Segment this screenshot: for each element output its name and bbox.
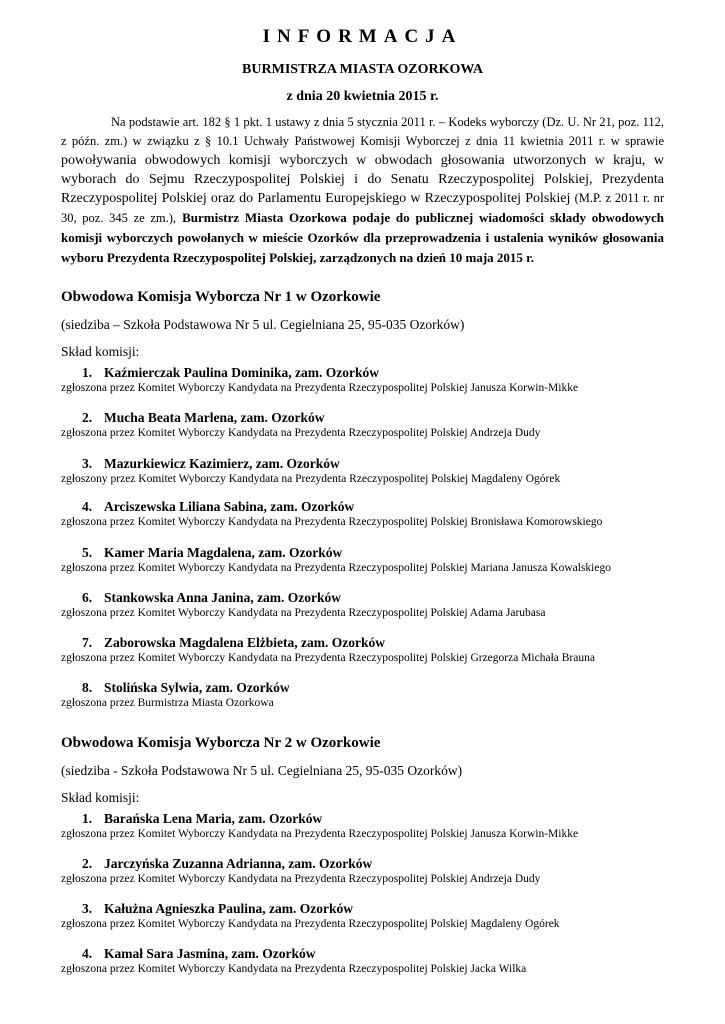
- intro-announcement: Burmistrz Miasta Ozorkowa podaje do publicznej wiadomości składy obwodowych komisji wyborczych powołanych w mieście Ozorków dla przeprowadzenia i ustalenia wyników głosowania wyboru Prezydenta Rzeczypospolitej Polskiej, zarządzonych na dzień 10 maja 2015 r.: [61, 210, 665, 265]
- member-nomination: zgłoszona przez Komitet Wyborczy Kandydata na Prezydenta Rzeczypospolitej Polskiej Bronisława Komorowskiego: [61, 516, 603, 528]
- member-number: 5.: [82, 545, 93, 560]
- member-name: Stankowska Anna Janina, zam. Ozorków: [104, 590, 342, 605]
- member-nomination: zgłoszona przez Komitet Wyborczy Kandydata na Prezydenta Rzeczypospolitej Polskiej Jacka Wilka: [61, 963, 527, 975]
- member-name: Zaborowska Magdalena Elżbieta, zam. Ozorków: [104, 635, 385, 650]
- member-name: Kaźmierczak Paulina Dominika, zam. Ozorków: [104, 365, 379, 380]
- member-number: 7.: [82, 635, 93, 650]
- member-nomination: zgłoszona przez Komitet Wyborczy Kandydata na Prezydenta Rzeczypospolitej Polskiej Grzegorza Michała Brauna: [61, 652, 595, 664]
- commission-1-composition-label: Skład komisji:: [61, 344, 140, 359]
- intro-legal-basis: Na podstawie art. 182 § 1 pkt. 1 ustawy z dnia 5 stycznia 2011 r. – Kodeks wyborczy (Dz. U. Nr 21, poz. 112, z późn. zm.) w związku z § 10.1 Uchwały Państwowej Komisji Wyborczej z dnia 11 kwietnia 2011 r. w sprawie: [61, 115, 664, 148]
- member-number: 3.: [82, 456, 93, 471]
- member-number: 3.: [82, 901, 93, 916]
- member-number: 6.: [82, 590, 93, 605]
- member-name: Barańska Lena Maria, zam. Ozorków: [104, 811, 323, 826]
- commission-2-title: Obwodowa Komisja Wyborcza Nr 2 w Ozorkowie: [61, 735, 381, 751]
- member-nomination: zgłoszony przez Komitet Wyborczy Kandydata na Prezydenta Rzeczypospolitej Polskiej Magdaleny Ogórek: [61, 473, 561, 485]
- member-nomination: zgłoszona przez Komitet Wyborczy Kandydata na Prezydenta Rzeczypospolitej Polskiej Andrzeja Dudy: [61, 427, 541, 439]
- member-number: 2.: [82, 410, 93, 425]
- intro-citation: (M.P. z 2011 r. nr 30, poz. 345 ze zm.),: [61, 191, 664, 225]
- member-nomination: zgłoszona przez Komitet Wyborczy Kandydata na Prezydenta Rzeczypospolitej Polskiej Adama Jarubasa: [61, 607, 546, 619]
- member-name: Kamer Maria Magdalena, zam. Ozorków: [104, 545, 343, 560]
- intro-scope: powoływania obwodowych komisji wyborczych w obwodach głosowania utworzonych w kraju, w wyborach do Sejmu Rzeczypospolitej Polskiej i do Senatu Rzeczypospolitej Polskiej, Prezydenta Rzeczypospolitej Polskiej oraz do Parlamentu Europejskiego w Rzeczypospolitej Polskiej: [61, 153, 664, 206]
- document-title: INFORMACJA: [262, 26, 463, 47]
- member-nomination: zgłoszona przez Burmistrza Miasta Ozorkowa: [61, 697, 274, 709]
- member-nomination: zgłoszona przez Komitet Wyborczy Kandydata na Prezydenta Rzeczypospolitej Polskiej Janusza Korwin-Mikke: [61, 382, 579, 394]
- member-name: Mucha Beata Marlena, zam. Ozorków: [104, 410, 325, 425]
- member-name: Mazurkiewicz Kazimierz, zam. Ozorków: [104, 456, 340, 471]
- member-number: 8.: [82, 680, 93, 695]
- member-number: 4.: [82, 499, 93, 514]
- member-nomination: zgłoszona przez Komitet Wyborczy Kandydata na Prezydenta Rzeczypospolitej Polskiej Magdaleny Ogórek: [61, 918, 560, 930]
- document-subtitle: BURMISTRZA MIASTA OZORKOWA: [242, 62, 483, 77]
- member-name: Kamał Sara Jasmina, zam. Ozorków: [104, 946, 316, 961]
- commission-1-seat: (siedziba – Szkoła Podstawowa Nr 5 ul. Cegielniana 25, 95-035 Ozorków): [61, 317, 465, 332]
- member-nomination: zgłoszona przez Komitet Wyborczy Kandydata na Prezydenta Rzeczypospolitej Polskiej Janusza Korwin-Mikke: [61, 828, 579, 840]
- commission-2-composition-label: Skład komisji:: [61, 790, 140, 805]
- member-name: Arciszewska Liliana Sabina, zam. Ozorków: [104, 499, 355, 514]
- member-name: Kałużna Agnieszka Paulina, zam. Ozorków: [104, 901, 354, 916]
- member-nomination: zgłoszona przez Komitet Wyborczy Kandydata na Prezydenta Rzeczypospolitej Polskiej Mariana Janusza Kowalskiego: [61, 562, 611, 574]
- member-name: Jarczyńska Zuzanna Adrianna, zam. Ozorków: [104, 856, 373, 871]
- document-date: z dnia 20 kwietnia 2015 r.: [286, 89, 439, 104]
- member-number: 4.: [82, 946, 93, 961]
- member-number: 2.: [82, 856, 93, 871]
- commission-2-seat: (siedziba - Szkoła Podstawowa Nr 5 ul. Cegielniana 25, 95-035 Ozorków): [61, 763, 463, 778]
- member-name: Stolińska Sylwia, zam. Ozorków: [104, 680, 290, 695]
- member-number: 1.: [82, 365, 93, 380]
- commission-1-title: Obwodowa Komisja Wyborcza Nr 1 w Ozorkowie: [61, 289, 381, 305]
- member-nomination: zgłoszona przez Komitet Wyborczy Kandydata na Prezydenta Rzeczypospolitej Polskiej Andrzeja Dudy: [61, 873, 541, 885]
- member-number: 1.: [82, 811, 93, 826]
- intro-paragraph: [61, 113, 664, 268]
